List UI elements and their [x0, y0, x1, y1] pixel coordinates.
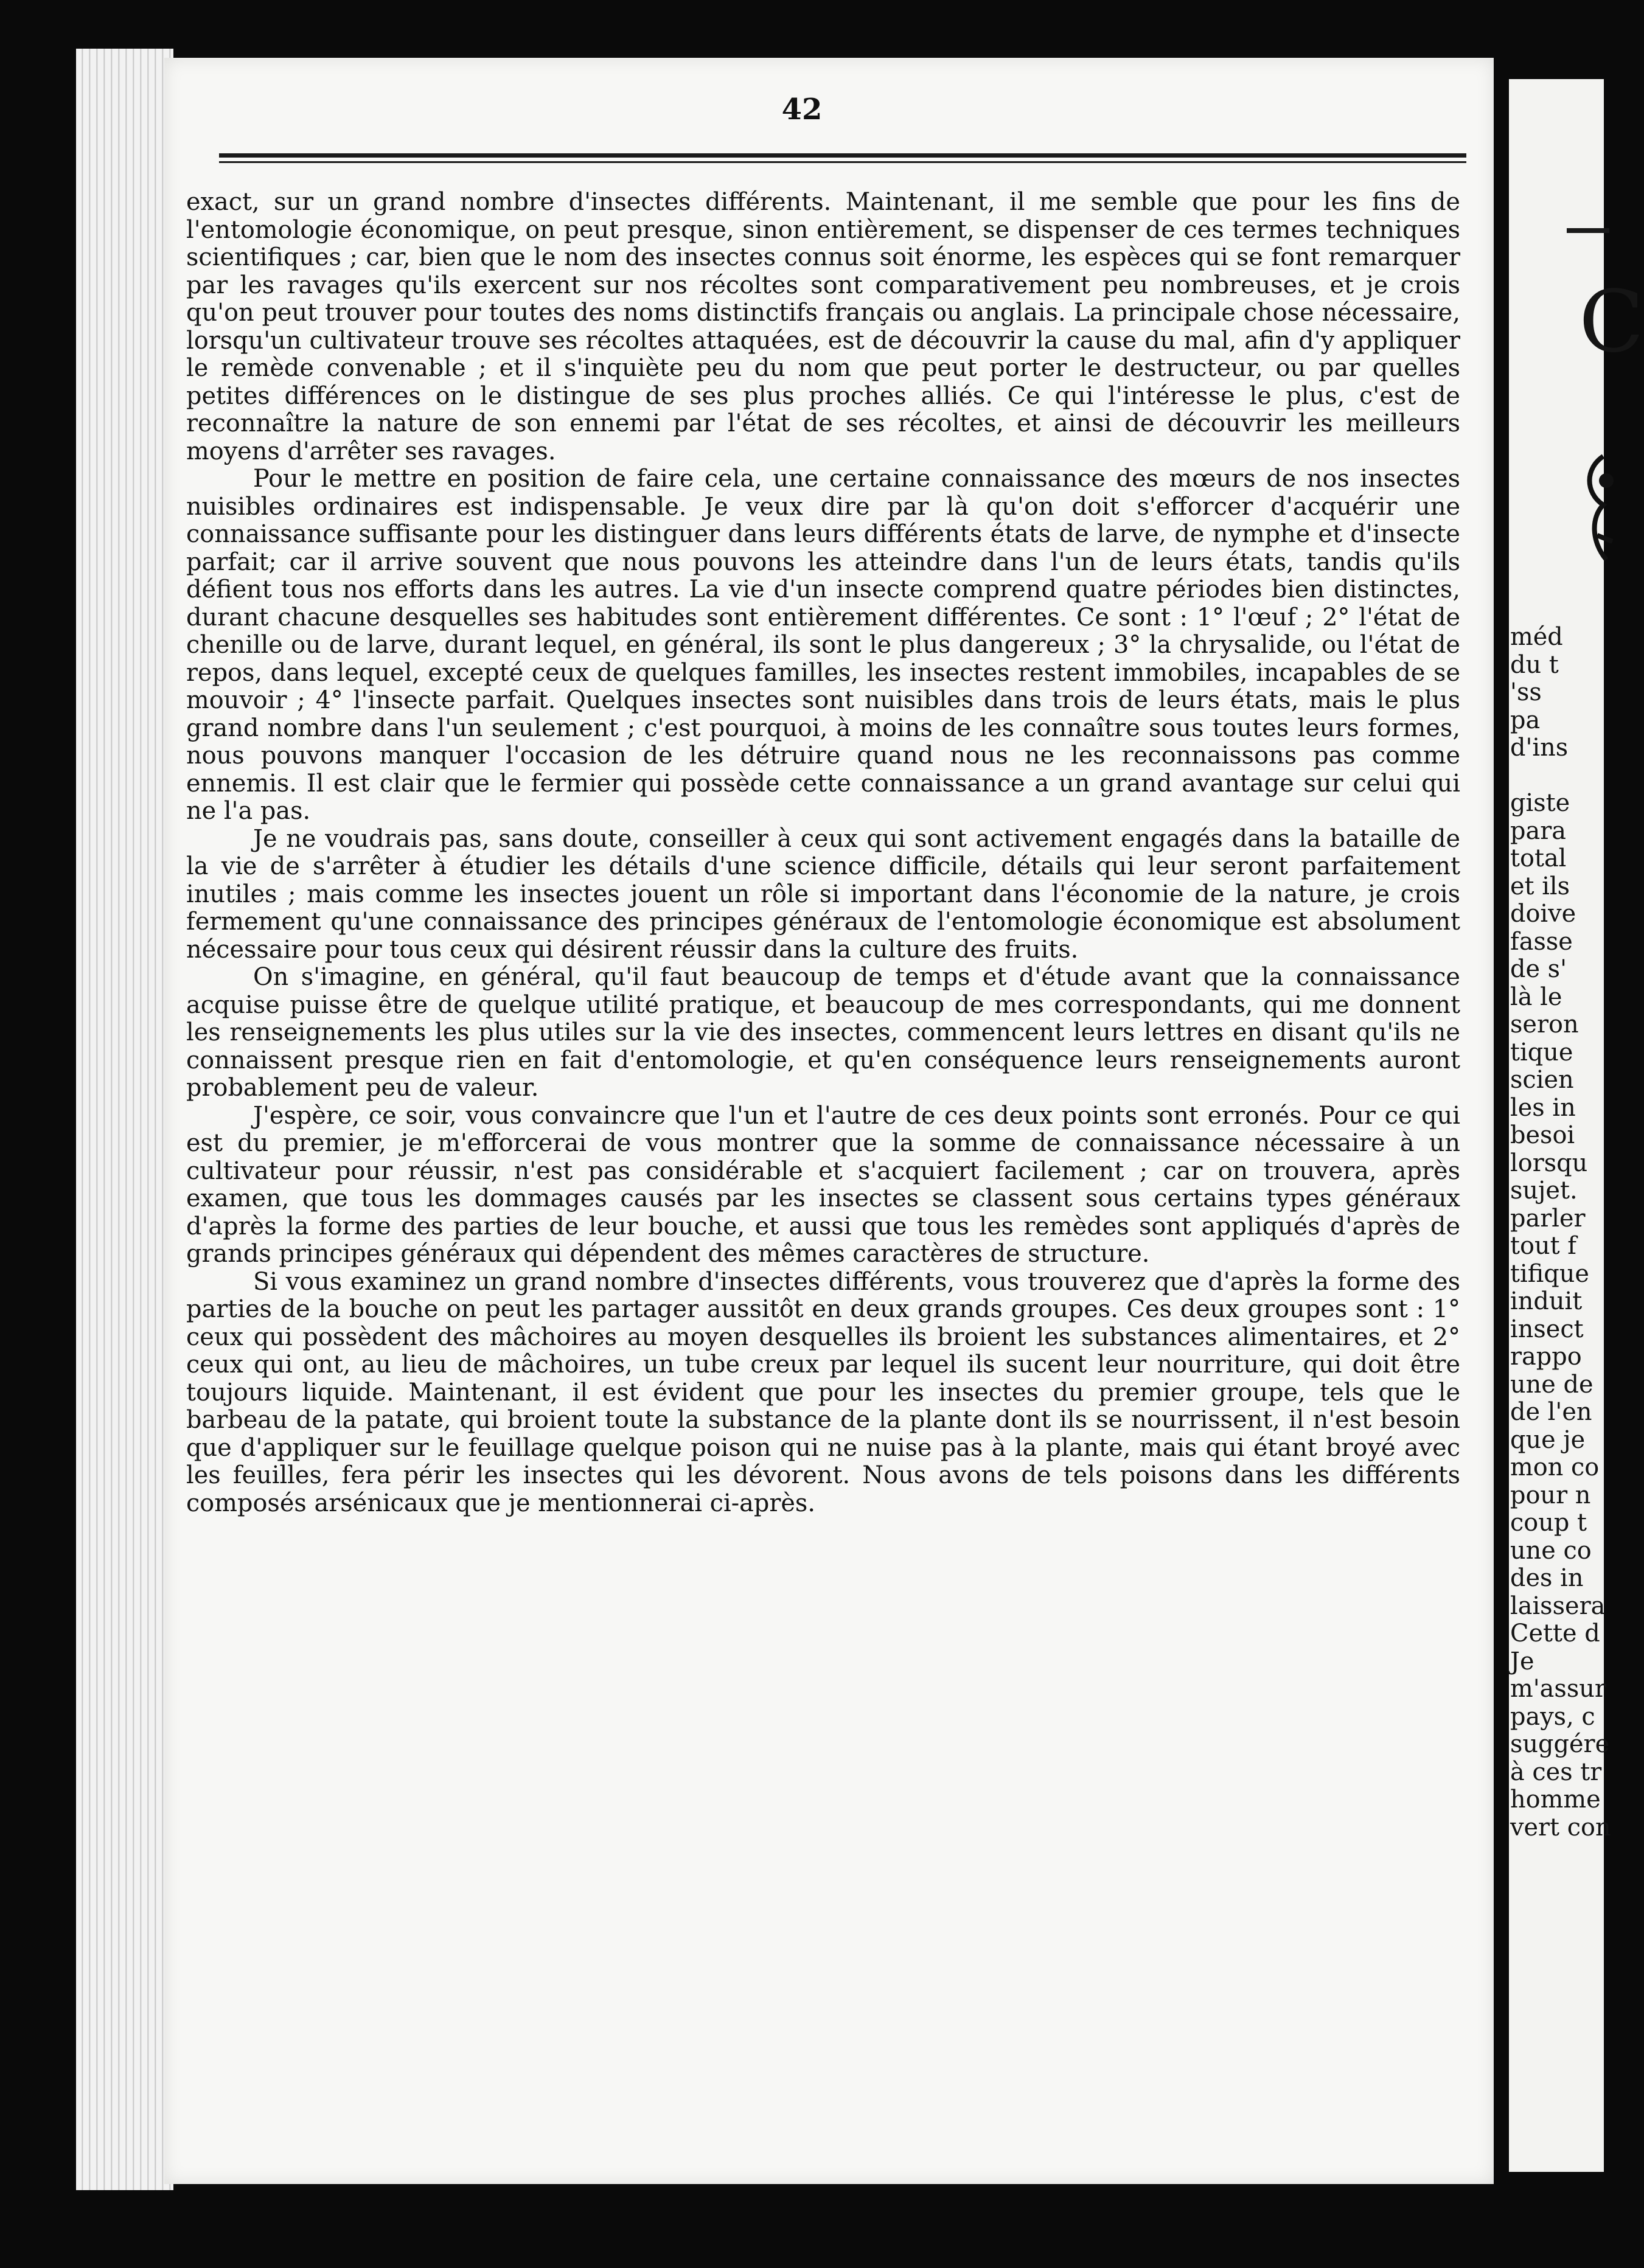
paragraph: exact, sur un grand nombre d'insectes différents. Maintenant, il me semble que pour les fins de l'entomologie économique, on peut presque, sinon entièrement, se dispenser de ces termes techniques scientifiques ; car, bien que le nom des insectes connus soit énorme, les espèces qui se font remarquer par les ravages qu'ils exercent sur nos récoltes sont comparativement peu nombreuses, et je crois qu'on peut trouver pour toutes des noms distinctifs français ou anglais. La principale chose nécessaire, lorsqu'un cultivateur trouve ses récoltes attaquées, est de découvrir la cause du mal, afin d'y appliquer le remède convenable ; et il s'inquiète peu du nom que peut porter le destructeur, ou par quelles petites différences on le distingue de ses plus proches alliés. Ce qui l'intéresse le plus, c'est de reconnaître la nature de son ennemi par l'état de ses récoltes, et ainsi de découvrir les meilleurs moyens d'arrêter ses ravages.	[186, 188, 1460, 465]
header-rule-thick	[219, 153, 1466, 158]
facing-line: rappo	[1510, 1343, 1582, 1371]
facing-page-fragment	[1509, 79, 1644, 2172]
facing-line: para	[1510, 816, 1566, 845]
facing-line: tout f	[1510, 1232, 1576, 1260]
facing-line: de s'	[1510, 955, 1567, 983]
facing-line: Je	[1510, 1647, 1534, 1675]
facing-line: homme	[1510, 1786, 1601, 1814]
page-edges	[76, 49, 173, 2190]
facing-line: tifique	[1510, 1259, 1589, 1288]
facing-rule	[1567, 228, 1609, 233]
facing-line: Cette d	[1510, 1619, 1600, 1647]
header-rule-thin	[219, 161, 1466, 163]
paragraph: Pour le mettre en position de faire cela, une certaine connaissance des mœurs de nos insectes nuisibles ordinaires est indispensable. Je veux dire par là qu'on doit s'efforcer d'acquérir une connaissance suffisante pour les distinguer dans leurs différents états de larve, de nymphe et d'insecte parfait; car il arrive souvent que nous pouvons les atteindre dans l'un de leurs états, tandis qu'ils défient tous nos efforts dans les autres. La vie d'un insecte comprend quatre périodes bien distinctes, durant chacune desquelles ses habitudes sont entièrement différentes. Ce sont : 1° l'œuf ; 2° l'état de chenille ou de larve, durant lequel, en général, ils sont le plus dangereux ; 3° la chrysalide, ou l'état de repos, dans lequel, excepté ceux de quelques familles, les insectes restent immobiles, incapables de se mouvoir ; 4° l'insecte parfait. Quelques insectes sont nuisibles dans trois de leurs états, mais le plus grand nombre dans l'un seulement ; c'est pourquoi, à moins de les connaître sous toutes leurs formes, nous pouvons manquer l'occasion de les détruire quand nous ne les reconnaissons pas comme ennemis. Il est clair que le fermier qui possède cette connaissance a un grand avantage sur celui qui ne l'a pas.	[186, 465, 1460, 825]
facing-line: de l'en	[1510, 1398, 1592, 1426]
paragraph: Si vous examinez un grand nombre d'insectes différents, vous trouverez que d'après la forme des parties de la bouche on peut les partager aussitôt en deux grands groupes. Ces deux groupes sont : 1° ceux qui possèdent des mâchoires au moyen desquelles ils broient les substances alimentaires, et 2° ceux qui ont, au lieu de mâchoires, un tube creux par lequel ils sucent leur nourriture, qui doit être toujours liquide. Maintenant, il est évident que pour les insectes du premier groupe, tels que le barbeau de la patate, qui broient toute la substance de la plante dont ils se nourrissent, il n'est besoin que d'appliquer sur le feuillage quelque poison qui ne nuise pas à la plante, mais qui étant broyé avec les feuilles, fera périr les insectes qui les dévorent. Nous avons de tels poisons dans les différents composés arsénicaux que je mentionnerai ci-après.	[186, 1267, 1460, 1517]
page-number: 42	[781, 92, 823, 127]
facing-line: des in	[1510, 1564, 1584, 1592]
facing-line: là le	[1510, 983, 1562, 1011]
facing-initial-letter: C	[1579, 273, 1644, 372]
facing-line: pays, c	[1510, 1702, 1595, 1731]
facing-line: méd	[1510, 623, 1563, 651]
paragraph: J'espère, ce soir, vous convaincre que l'un et l'autre de ces deux points sont erronés. Pour ce qui est du premier, je m'efforcerai de vous montrer que la somme de connaissance nécessaire à un cultivateur pour réussir, n'est pas considérable et s'acquiert facilement ; car on trouvera, après examen, que tous les dommages causés par les insectes se classent sous certains types généraux d'après la forme des parties de leur bouche, et aussi que tous les remèdes sont appliqués d'après de grands principes généraux qui dépendent des mêmes caractères de structure.	[186, 1101, 1460, 1268]
facing-line: à ces tr	[1510, 1758, 1602, 1786]
body-text	[186, 189, 1460, 1517]
paragraph: On s'imagine, en général, qu'il faut beaucoup de temps et d'étude avant que la connaissance acquise puisse être de quelque utilité pratique, et beaucoup de mes correspondants, qui me donnent les renseignements les plus utiles sur la vie des insectes, commencent leurs lettres en disant qu'ils ne connaissent presque rien en fait d'entomologie, et qu'en conséquence leurs renseignements auront probablement peu de valeur.	[186, 963, 1460, 1102]
facing-line: total	[1510, 844, 1567, 872]
facing-line: et ils	[1510, 872, 1570, 900]
facing-line: doive	[1510, 900, 1576, 928]
paragraph: Je ne voudrais pas, sans doute, conseiller à ceux qui sont activement engagés dans la bataille de la vie de s'arrêter à étudier les détails d'une science difficile, détails qui leur seront parfaitement inutiles ; mais comme les insectes jouent un rôle si important dans l'économie de la nature, je crois fermement qu'une connaissance des principes généraux de l'entomologie économique est absolument nécessaire pour tous ceux qui désirent réussir dans la culture des fruits.	[186, 824, 1460, 964]
facing-line: vert con	[1510, 1813, 1611, 1842]
facing-line: sujet.	[1510, 1177, 1578, 1205]
facing-line: d'ins	[1510, 734, 1569, 762]
ornament-icon	[1579, 444, 1615, 578]
facing-line	[1510, 762, 1607, 790]
facing-line: suggére	[1510, 1730, 1610, 1758]
facing-line: induit	[1510, 1287, 1583, 1315]
facing-line: coup t	[1510, 1509, 1587, 1537]
facing-line: scien	[1510, 1066, 1574, 1094]
facing-line: pour n	[1510, 1481, 1591, 1509]
facing-line: lorsqu	[1510, 1149, 1588, 1177]
facing-line: besoi	[1510, 1121, 1575, 1149]
facing-line: insect	[1510, 1315, 1584, 1343]
facing-line: fasse	[1510, 927, 1573, 956]
facing-line: du t	[1510, 650, 1559, 679]
facing-line: parler	[1510, 1204, 1586, 1233]
facing-text-column	[1510, 623, 1611, 1842]
facing-line: une co	[1510, 1536, 1592, 1565]
facing-line: mon co	[1510, 1453, 1600, 1481]
facing-line: pa	[1510, 706, 1541, 734]
facing-line: giste	[1510, 789, 1570, 817]
facing-line: seron	[1510, 1011, 1579, 1038]
facing-line: que je	[1510, 1425, 1586, 1454]
facing-line: tique	[1510, 1038, 1573, 1066]
facing-line: laissera	[1510, 1591, 1606, 1620]
facing-line: m'assur	[1510, 1675, 1606, 1703]
facing-line: une de	[1510, 1370, 1593, 1399]
facing-line: les in	[1510, 1093, 1576, 1122]
facing-line: 'ss	[1510, 678, 1542, 706]
